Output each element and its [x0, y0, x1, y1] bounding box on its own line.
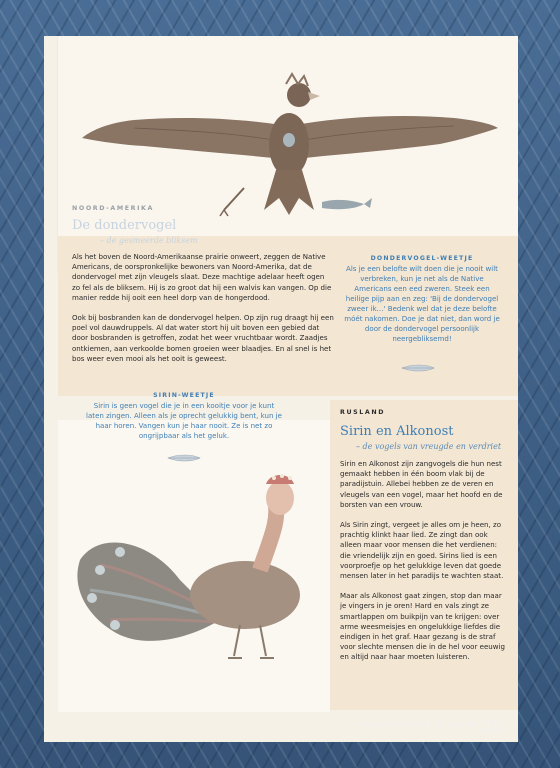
page-footer	[357, 716, 502, 735]
sirin-body	[340, 459, 506, 673]
sirin-illustration	[70, 470, 330, 670]
paragraph: Maar als Alkonost gaat zingen, stop dan maar je vingers in je oren! Hard en vals zingt ze smartlappen om buikpijn van te krijgen: over arme weesmeisjes en ongelukkige liefdes die eindigen in het graf. Haar gezang is de straf voor slechte mensen die in de hel voor eeuwig en altijd naar haar moeten luisteren.	[340, 591, 505, 662]
tip-text: Sirin is geen vogel die je in een kooitje voor je kunt laten zingen. Alleen als je oprecht gelukkig bent, kun je haar horen. Vangen kun je haar nooit. Ze is net zo ongrijpbaar als het geluk.	[86, 401, 282, 440]
region-label: NOORD-AMERIKA	[72, 205, 154, 212]
paragraph: Sirin en Alkonost zijn zangvogels die hun nest gemaakt hebben in één boom vlak bij de paradijstuin. Allebei hebben ze de veren en vleugels van een vogel, maar het hoofd en de borsten van een vrouw.	[340, 459, 503, 509]
paragraph: Ook bij bosbranden kan de dondervogel helpen. Op zijn rug draagt hij een poel vol dauwdruppels. Al dat water stort hij uit boven een gebied dat door bosbranden is getroffen, zodat het weer vruchtbaar wordt. Zaadjes ontkiemen, aan verkoolde bomen groeien weer blaadjes. En al snel is het bos weer even mooi als het ooit is geweest.	[72, 313, 334, 363]
region-label: RUSLAND	[340, 409, 386, 416]
article-title: De dondervogel	[72, 218, 177, 233]
paragraph: Als het boven de Noord-Amerikaanse prairie onweert, zeggen de Native Americans, de oorspronkelijke bewoners van Noord-Amerika, dat de dondervogel met zijn vleugels slaat. Deze machtige adelaar heeft ogen zo fel als de bliksem. Hij is zo groot dat hij een walvis kan vangen. Op die manier redde hij ooit een heel dorp van de hongerdood.	[72, 252, 332, 302]
thunderbird-body	[72, 252, 334, 374]
tip-heading: SIRIN-WEETJE	[153, 392, 215, 399]
tip-text: Als je een belofte wilt doen die je nooit wilt verbreken, kun je net als de Native Americans een eed zweren. Steek een heilige pijp aan en zeg: 'Bij de dondervogel zweer ik…' Bedenk wel dat je deze belofte móét nakomen. Doe je dat niet, dan word je door de dondervogel persoonlijk neergebliksemd!	[344, 264, 500, 343]
article-subtitle: – de vogels van vreugde en verdriet	[356, 442, 502, 451]
article-subtitle: – de gesmeerde bliksem	[100, 236, 198, 245]
page-number: 25	[481, 716, 502, 735]
tip-heading: DONDERVOGEL-WEETJE	[370, 255, 474, 262]
feather-icon	[166, 454, 202, 462]
feather-icon	[400, 364, 436, 372]
article-title: Sirin en Alkonost	[340, 424, 454, 439]
book-title: FABELDIEREN VAN DE LUCHT	[357, 722, 476, 729]
paragraph: Als Sirin zingt, vergeet je alles om je heen, zo prachtig klinkt haar lied. Ze zingt dan ook alleen maar voor mensen die het verdienen: die vriendelijk zijn en goed. Sirins lied is een voorproefje op het gelukkige leven dat goede mensen later in het paradijs te wachten staat.	[340, 520, 504, 581]
